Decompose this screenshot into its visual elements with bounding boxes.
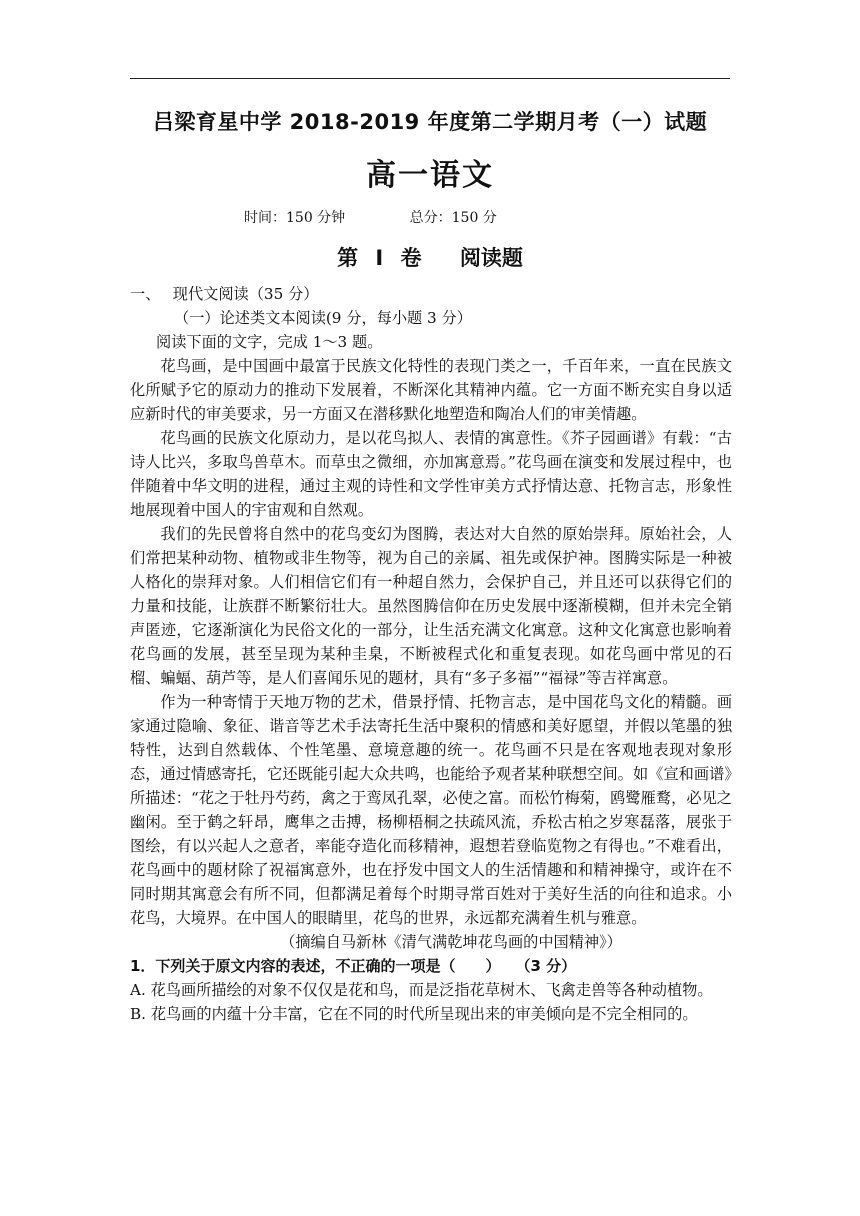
exam-time: 时间：150 分钟 [244, 210, 346, 226]
header-rule [130, 78, 730, 79]
paragraph: 花鸟画的民族文化原动力，是以花鸟拟人、表情的寓意性。《芥子园画谱》有载：“古诗人比兴，多取鸟兽草木。而草虫之微细，亦加寓意焉。”花鸟画在演变和发展过程中，也伴随着中华文明的进程，通过主观的诗性和文学性审美方式抒情达意、托物言志，形象性地展现着中国人的宇宙观和自然观。 [130, 429, 732, 519]
part-heading: 一、 现代文阅读（35 分） [130, 285, 319, 303]
paragraph: 作为一种寄情于天地万物的艺术，借景抒情、托物言志，是中国花鸟文化的精髓。画家通过隐喻、象征、谐音等艺术手法寄托生活中聚积的情感和美好愿望，并假以笔墨的独特性，达到自然载体、个性笔墨、意境意趣的统一。花鸟画不只是在客观地表现对象形态，通过情感寄托，它还既能引起大众共鸣，也能给予观者某种联想空间。如《宣和画谱》所描述：“花之于牡丹芍药，禽之于鸾凤孔翠，必使之富。而松竹梅菊，鸥鹭雁鹜，必见之幽闲。至于鹤之轩昂，鹰隼之击搏，杨柳梧桐之扶疏风流，乔松古柏之岁寒磊落，展张于图绘，有以兴起人之意者，率能夺造化而移精神，遐想若登临览物之有得也。”不难看出，花鸟画中的题材除了祝福寓意外，也在抒发中国文人的生活情趣和和精神操守，或许在不同时期其寓意会有所不同，但都满足着每个时期寻常百姓对于美好生活的向往和追求。小花鸟，大境界。在中国人的眼睛里，花鸟的世界，永远都充满着生机与雅意。 [130, 693, 732, 927]
exam-title: 吕梁育星中学 2018-2019 年度第二学期月考（一）试题 [152, 110, 708, 134]
question-option-b: B. 花鸟画的内蕴十分丰富，它在不同的时代所呈现出来的审美倾向是不完全相同的。 [130, 1005, 698, 1023]
question-stem: 1．下列关于原文内容的表述，不正确的一项是（ ） （3 分） [130, 957, 577, 975]
reading-content [130, 282, 732, 1026]
paragraph: 我们的先民曾将自然中的花鸟变幻为图腾，表达对大自然的原始崇拜。原始社会，人们常把某种动物、植物或非生物等，视为自己的亲属、祖先或保护神。图腾实际是一种被人格化的崇拜对象。人们相信它们有一种超自然力，会保护自己，并且还可以获得它们的力量和技能，让族群不断繁衍壮大。虽然图腾信仰在历史发展中逐渐模糊，但并未完全销声匿迹，它逐渐演化为民俗文化的一部分，让生活充满文化寓意。这种文化寓意也影响着花鸟画的发展，甚至呈现为某种圭臬，不断被程式化和重复表现。如花鸟画中常见的石榴、蝙蝠、葫芦等，是人们喜闻乐见的题材，具有“多子多福”“福禄”等吉祥寓意。 [130, 525, 732, 687]
sub-heading: （一）论述类文本阅读(9 分，每小题 3 分） [174, 309, 472, 327]
question-option-a: A. 花鸟画所描绘的对象不仅仅是花和鸟，而是泛指花草树木、飞禽走兽等各种动植物。 [130, 981, 713, 999]
paragraph: 花鸟画，是中国画中最富于民族文化特性的表现门类之一，千百年来，一直在民族文化所赋予它的原动力的推动下发展着，不断深化其精神内蕴。它一方面不断充实自身以适应新时代的审美要求，另一方面又在潜移默化地塑造和陶冶人们的审美情趣。 [130, 357, 732, 423]
exam-total-score: 总分：150 分 [409, 210, 497, 226]
subject-title: 高一语文 [366, 158, 494, 193]
source-citation: （摘编自马新林《清气满乾坤花鸟画的中国精神》） [280, 933, 622, 951]
instruction: 阅读下面的文字，完成 1～3 题。 [156, 333, 383, 351]
exam-meta [244, 207, 497, 227]
section-title: 第 I 卷 阅读题 [337, 246, 523, 270]
